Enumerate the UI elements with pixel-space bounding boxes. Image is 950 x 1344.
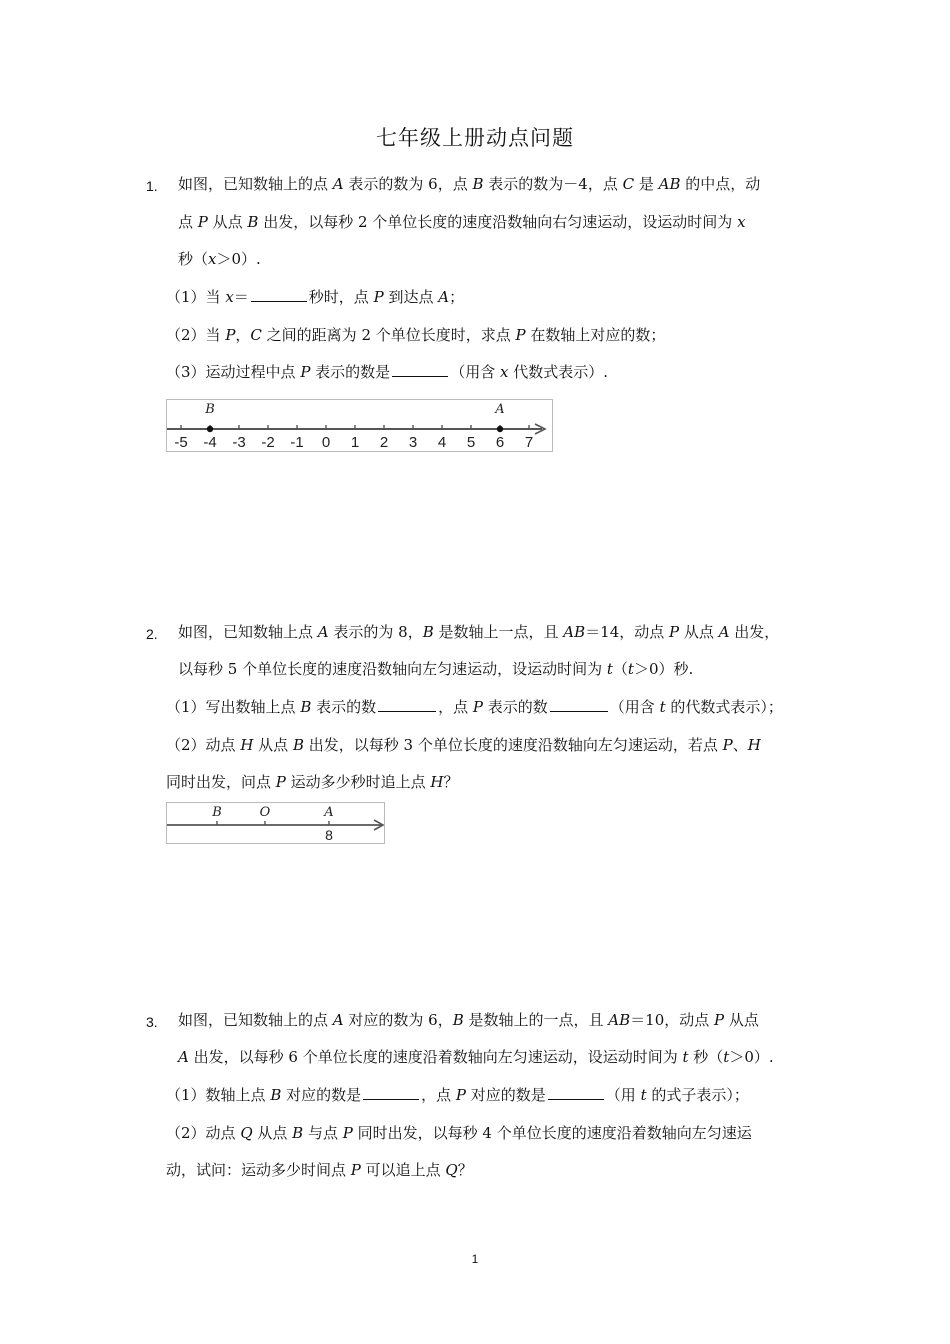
problem-2-question-2-line-2: [166, 772, 459, 792]
math-variable: H: [240, 736, 254, 754]
tick-label: 8: [325, 827, 333, 843]
point-label: O: [259, 805, 271, 820]
text-segment: 从点: [724, 1011, 759, 1029]
text-segment: 秒（: [688, 1048, 724, 1066]
math-variable: x: [737, 213, 746, 231]
math-variable: P: [275, 773, 286, 791]
math-variable: H: [430, 773, 444, 791]
math-variable: AB: [563, 623, 586, 641]
math-variable: P: [722, 736, 733, 754]
problem-3-question-2-line-2: [166, 1160, 473, 1180]
tick-label: 1: [350, 434, 360, 451]
problem-1-question-1: （1）当 x＝ 秒时，点 P 到达点 A；: [166, 288, 465, 306]
problem-1-line-2: [178, 212, 746, 232]
point-label: A: [324, 805, 334, 820]
text-segment: 对应的数为 6，: [343, 1011, 453, 1029]
answer-blank[interactable]: [548, 1085, 604, 1100]
text-segment: ＞0）.: [729, 1048, 774, 1066]
math-variable: t: [723, 1048, 730, 1066]
math-variable: P: [197, 213, 208, 231]
text-segment: 表示的为 8，: [328, 623, 423, 641]
text-segment: 同时出发，问点: [166, 773, 276, 791]
number-line-figure-1: [166, 399, 553, 452]
text-segment: 出发，: [729, 623, 780, 641]
text-segment: 从点: [679, 623, 719, 641]
text-segment: ，: [235, 326, 251, 344]
text-segment: （2）动点: [166, 736, 241, 754]
text-segment: （2）当: [166, 326, 226, 344]
math-variable: Q: [445, 1161, 458, 1179]
text-segment: 是数轴上的一点，且: [463, 1011, 609, 1029]
tick-label: -3: [232, 434, 246, 451]
page-title: 七年级上册动点问题: [376, 126, 574, 150]
number-line-2: [167, 803, 384, 843]
math-variable: P: [350, 1161, 361, 1179]
text-segment: 出发，以每秒 2 个单位长度的速度沿数轴向右匀速运动，设运动时间为: [258, 213, 738, 231]
math-variable: A: [317, 623, 329, 641]
problem-3-question-2-line-1: [166, 1123, 752, 1143]
text-segment: 动，试问：运动多少时间点: [166, 1161, 351, 1179]
tick-label: -1: [290, 434, 304, 451]
tick-label: -4: [203, 434, 217, 451]
text-segment: 在数轴上对应的数；: [525, 326, 666, 344]
tick-label: 6: [495, 434, 505, 451]
text-segment: 同时出发，以每秒 4 个单位长度的速度沿着数轴向左匀速运: [352, 1124, 752, 1142]
point-label: B: [212, 805, 222, 820]
problem-1-number: 1.: [146, 178, 158, 194]
text-segment: 运动多少秒时追上点: [285, 773, 431, 791]
math-variable: P: [714, 1011, 725, 1029]
text-segment: ＝14，动点: [585, 623, 670, 641]
answer-blank[interactable]: [363, 1085, 419, 1100]
problem-2-number: 2.: [146, 626, 158, 642]
text-segment: 的中点，动: [680, 175, 761, 193]
point-a: [497, 426, 503, 432]
math-variable: P: [342, 1124, 353, 1142]
math-variable: Q: [240, 1124, 253, 1142]
answer-blank[interactable]: [550, 697, 608, 712]
text-segment: 是: [634, 175, 659, 193]
problem-3-line-2: [178, 1047, 774, 1067]
tick-label: 3: [408, 434, 418, 451]
text-segment: ＞0）.: [216, 250, 261, 268]
math-variable: A: [332, 175, 344, 193]
tick-label: 4: [437, 434, 447, 451]
text-segment: 、: [732, 736, 748, 754]
answer-blank[interactable]: [378, 697, 436, 712]
text-segment: 表示的数为－4，点: [483, 175, 623, 193]
math-variable: B: [452, 1011, 464, 1029]
text-segment: 以每秒 5 个单位长度的速度沿数轴向左匀速运动，设运动时间为: [178, 660, 607, 678]
problem-1-question-3: （3）运动过程中点 P 表示的数是 （用含 x 代数式表示）.: [166, 363, 608, 381]
text-segment: 可以追上点: [360, 1161, 446, 1179]
text-segment: 如图，已知数轴上的点: [178, 175, 333, 193]
math-variable: A: [332, 1011, 344, 1029]
point-label: A: [495, 402, 505, 417]
math-variable: x: [208, 250, 217, 268]
point-label: B: [205, 402, 215, 417]
problem-3-question-1: （1）数轴上点 B 对应的数是 ，点 P 对应的数是 （用 t 的式子表示）；: [166, 1086, 749, 1104]
text-segment: ＞0）秒.: [633, 660, 694, 678]
tick-label: 5: [466, 434, 476, 451]
answer-blank[interactable]: [392, 362, 448, 377]
problem-1-question-2: [166, 325, 665, 345]
problem-1-line-3: [178, 249, 261, 269]
math-variable: B: [292, 1124, 304, 1142]
text-segment: 从点: [253, 736, 293, 754]
math-variable: C: [622, 175, 635, 193]
math-variable: AB: [608, 1011, 631, 1029]
number-line-1: [167, 400, 552, 451]
text-segment: （: [612, 660, 628, 678]
tick-label: -5: [174, 434, 188, 451]
math-variable: AB: [658, 175, 681, 193]
math-variable: B: [472, 175, 484, 193]
text-segment: ？: [443, 773, 459, 791]
problem-2-question-2-line-1: [166, 735, 761, 755]
math-variable: B: [422, 623, 434, 641]
number-line-figure-2: [166, 802, 385, 844]
math-variable: P: [225, 326, 236, 344]
math-variable: P: [669, 623, 680, 641]
problem-2-line-1: [178, 622, 779, 642]
text-segment: 表示的数为 6，点: [343, 175, 473, 193]
math-variable: A: [178, 1048, 189, 1066]
math-variable: t: [606, 660, 613, 678]
text-segment: 出发，以每秒 6 个单位长度的速度沿着数轴向左匀速运动，设运动时间为: [188, 1048, 683, 1066]
math-variable: t: [682, 1048, 689, 1066]
text-segment: 与点: [303, 1124, 343, 1142]
text-segment: 出发，以每秒 3 个单位长度的速度沿数轴向左匀速运动，若点: [303, 736, 723, 754]
answer-blank[interactable]: [251, 287, 307, 302]
text-segment: 秒（: [178, 250, 209, 268]
text-segment: ？: [457, 1161, 473, 1179]
text-segment: 如图，已知数轴上的点: [178, 1011, 333, 1029]
text-segment: 点: [178, 213, 198, 231]
problem-1-line-1: [178, 174, 760, 194]
text-segment: 从点: [207, 213, 248, 231]
text-segment: 从点: [252, 1124, 293, 1142]
problem-3-line-1: [178, 1010, 759, 1030]
tick-label: -2: [261, 434, 275, 451]
tick-label: 2: [379, 434, 389, 451]
tick-label: 0: [321, 434, 331, 451]
text-segment: （2）动点: [166, 1124, 241, 1142]
page-number: 1: [471, 1252, 479, 1266]
math-variable: H: [747, 736, 761, 754]
text-segment: ＝10，动点: [630, 1011, 715, 1029]
math-variable: t: [627, 660, 634, 678]
math-variable: C: [250, 326, 262, 344]
text-segment: 是数轴上一点，且: [433, 623, 564, 641]
math-variable: P: [515, 326, 526, 344]
point-b: [207, 426, 213, 432]
problem-2-line-2: [178, 659, 693, 679]
text-segment: 如图，已知数轴上点: [178, 623, 318, 641]
text-segment: 之间的距离为 2 个单位长度时，求点: [261, 326, 516, 344]
math-variable: B: [247, 213, 259, 231]
problem-3-number: 3.: [146, 1014, 158, 1030]
tick-label: 7: [524, 434, 534, 451]
math-variable: B: [292, 736, 304, 754]
problem-2-question-1: （1）写出数轴上点 B 表示的数 ，点 P 表示的数 （用含 t 的代数式表示）；: [166, 698, 783, 716]
math-variable: A: [718, 623, 730, 641]
